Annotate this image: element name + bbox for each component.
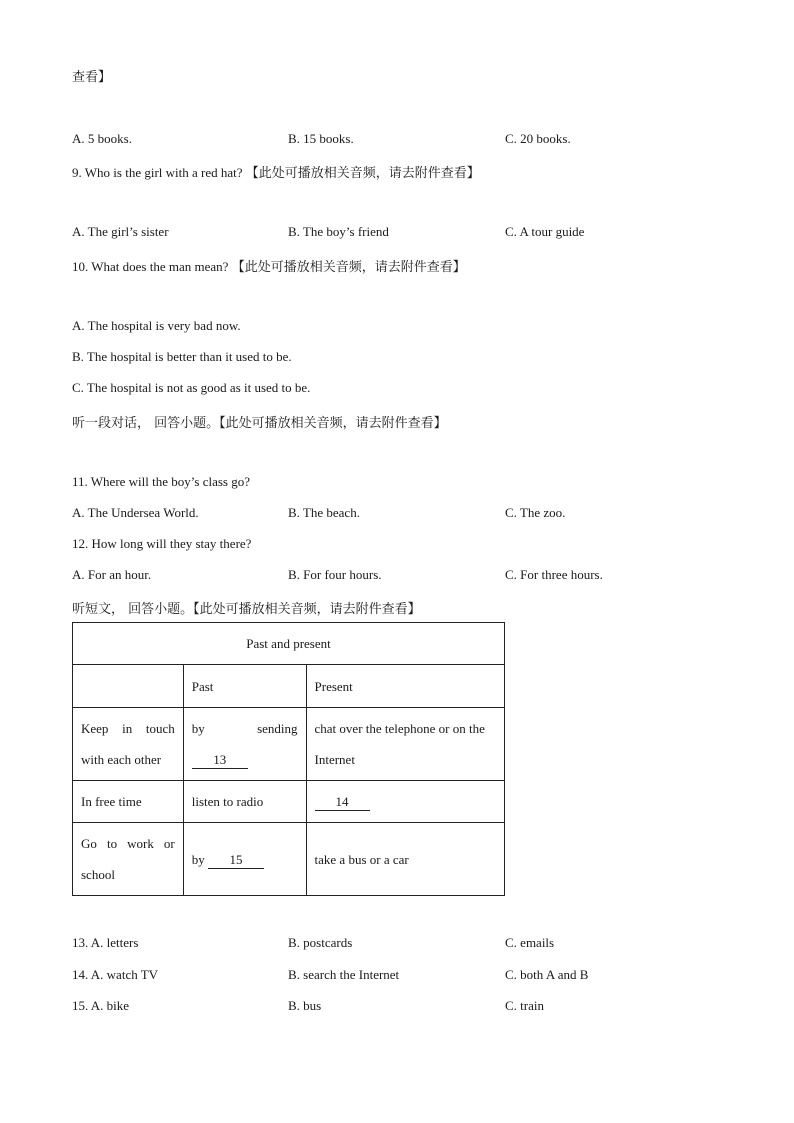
table-title-row	[73, 623, 505, 665]
q12-option-b: B. For four hours.	[288, 567, 382, 582]
cell-present-keep-in-touch	[306, 708, 504, 781]
q9-audio-note: 【此处可播放相关音频，请去附件查看】	[245, 166, 480, 181]
present-text-line-1: chat over the telephone or on the	[314, 721, 485, 736]
q10-question: 10. What does the man mean?	[72, 259, 229, 274]
q10-option-c: C. The hospital is not as good as it used to be.	[72, 380, 311, 395]
present-text-line-2: Internet	[314, 752, 355, 767]
table-header-present: Present	[306, 665, 504, 708]
row-label-line-2: school	[81, 867, 115, 882]
table-row	[73, 708, 505, 781]
blank-14: 14	[315, 794, 370, 811]
row-label-free-time: In free time	[73, 781, 184, 823]
cell-past-go-to-work	[183, 823, 306, 896]
cell-present-free-time	[306, 781, 504, 823]
q14-option-a: 14. A. watch TV	[72, 967, 159, 982]
past-text: by sending	[191, 721, 298, 736]
q15-option-a: 15. A. bike	[72, 998, 130, 1013]
blank-13: 13	[192, 752, 248, 769]
q12-option-c: C. For three hours.	[505, 567, 603, 582]
q8-option-c: C. 20 books.	[505, 131, 571, 146]
cell-present-go-to-work: take a bus or a car	[306, 823, 504, 896]
row-label-line-2: with each other	[81, 752, 162, 767]
q14-option-c: C. both A and B	[505, 967, 589, 982]
row-label-line-1: Go to work or	[81, 836, 175, 851]
row-label-keep-in-touch	[73, 708, 184, 781]
q15-option-b: B. bus	[288, 998, 322, 1013]
q9-option-c: C. A tour guide	[505, 224, 585, 239]
blank-15: 15	[208, 852, 264, 869]
q11-question: 11. Where will the boy’s class go?	[72, 474, 250, 489]
table-row	[73, 781, 505, 823]
q12-question: 12. How long will they stay there?	[72, 536, 252, 551]
q9-option-a: A. The girl’s sister	[72, 224, 169, 239]
q8-audio-tail: 查看】	[72, 70, 112, 85]
q10-option-b: B. The hospital is better than it used to be.	[72, 349, 292, 364]
past-prefix: by	[191, 851, 205, 867]
table-header-row	[73, 665, 505, 708]
table-header-empty	[73, 665, 184, 708]
q11-option-c: C. The zoo.	[505, 505, 566, 520]
table-row	[73, 823, 505, 896]
q11-option-a: A. The Undersea World.	[72, 505, 199, 520]
table-title: Past and present	[73, 623, 505, 665]
section-passage-instruction: 听短文， 回答小题。【此处可播放相关音频，请去附件查看】	[72, 602, 421, 617]
q13-option-c: C. emails	[505, 935, 555, 950]
row-label-go-to-work	[73, 823, 184, 896]
q10-option-a: A. The hospital is very bad now.	[72, 318, 241, 333]
past-present-table	[72, 622, 505, 896]
row-label-line-1: Keep in touch	[81, 721, 175, 736]
q10-question-line	[72, 256, 466, 275]
cell-past-keep-in-touch	[183, 708, 306, 781]
q10-audio-note: 【此处可播放相关音频，请去附件查看】	[231, 260, 466, 275]
q11-option-b: B. The beach.	[288, 505, 360, 520]
q15-option-c: C. train	[505, 998, 544, 1013]
q14-option-b: B. search the Internet	[288, 967, 400, 982]
q9-question: 9. Who is the girl with a red hat?	[72, 165, 243, 180]
cell-past-free-time: listen to radio	[183, 781, 306, 823]
q9-option-b: B. The boy’s friend	[288, 224, 389, 239]
q8-option-b: B. 15 books.	[288, 131, 354, 146]
q13-option-b: B. postcards	[288, 935, 353, 950]
section-dialog-instruction: 听一段对话， 回答小题。【此处可播放相关音频，请去附件查看】	[72, 416, 447, 431]
q9-question-line	[72, 162, 480, 181]
q8-option-a: A. 5 books.	[72, 131, 132, 146]
q12-option-a: A. For an hour.	[72, 567, 152, 582]
q13-option-a: 13. A. letters	[72, 935, 139, 950]
table-header-past: Past	[183, 665, 306, 708]
